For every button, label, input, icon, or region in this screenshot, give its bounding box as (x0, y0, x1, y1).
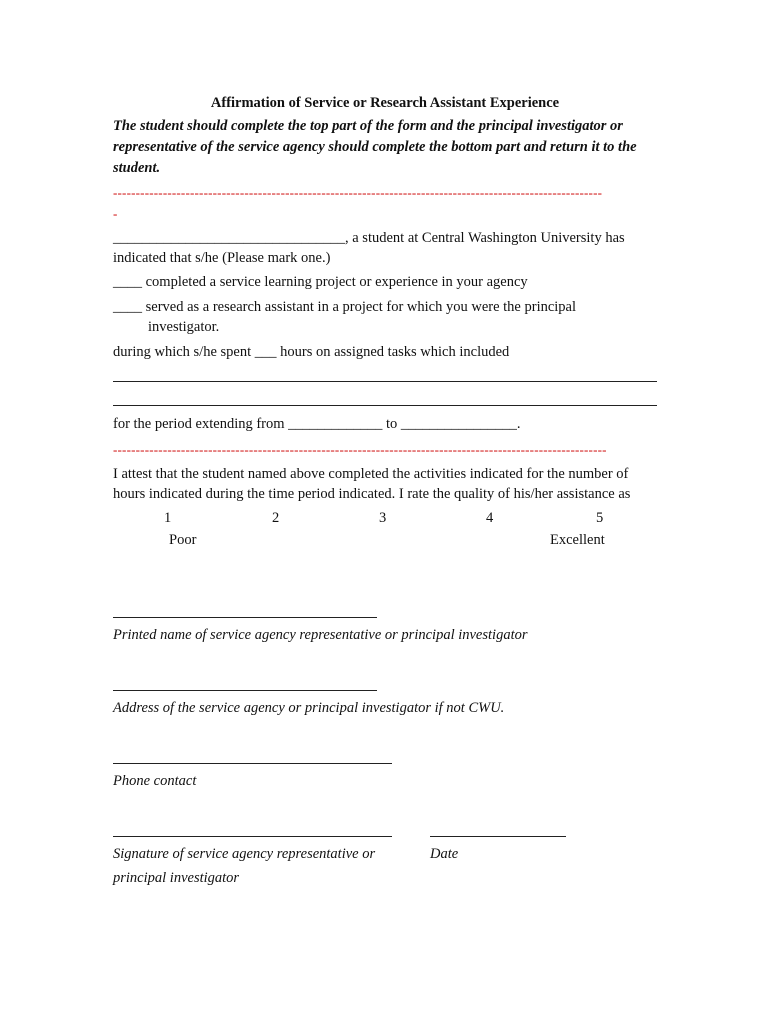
phone-label: Phone contact (113, 773, 197, 789)
date-label: Date (430, 846, 459, 862)
instructions: The student should complete the top part of the form and the principal investigator or representative of the service agency should complete the bottom part and return it to the student. (113, 118, 637, 176)
option-research: ____ served as a research assistant in a project for which you were the principal (113, 299, 577, 315)
attest-line-1: I attest that the student named above completed the activities indicated for the number of (113, 466, 629, 482)
mark-one-line: indicated that s/he (Please mark one.) (113, 250, 331, 266)
address-line[interactable] (113, 690, 377, 691)
tasks-line-1[interactable] (113, 381, 657, 382)
printed-name-line[interactable] (113, 617, 377, 618)
address-label: Address of the service agency or principal investigator if not CWU. (113, 700, 505, 716)
rating-5[interactable]: 5 (596, 510, 604, 526)
separator-top: ------------------------------------------------------------------------------------------------------------ (113, 185, 603, 200)
hours-line: during which s/he spent ___ hours on assigned tasks which included (113, 344, 510, 360)
separator-top-tail: - (113, 206, 118, 221)
period-line: for the period extending from _____________ to ________________. (113, 416, 521, 432)
form-title: Affirmation of Service or Research Assistant Experience (210, 95, 560, 111)
rating-excellent-label: Excellent (550, 532, 605, 548)
rating-4[interactable]: 4 (486, 510, 494, 526)
rating-3[interactable]: 3 (379, 510, 387, 526)
rating-1[interactable]: 1 (164, 510, 172, 526)
separator-middle: ------------------------------------------------------------------------------------------------------------- (113, 442, 607, 457)
signature-label-cont: principal investigator (113, 870, 240, 886)
date-line[interactable] (430, 836, 566, 837)
tasks-line-2[interactable] (113, 405, 657, 406)
signature-label: Signature of service agency representative or (113, 846, 376, 862)
phone-line[interactable] (113, 763, 392, 764)
rating-poor-label: Poor (169, 532, 197, 548)
student-line: ________________________________, a student at Central Washington University has (113, 230, 625, 246)
attest-line-2: hours indicated during the time period indicated. I rate the quality of his/her assistance as (113, 486, 631, 502)
rating-2[interactable]: 2 (272, 510, 280, 526)
signature-line[interactable] (113, 836, 392, 837)
option-service: ____ completed a service learning project or experience in your agency (113, 274, 528, 290)
option-research-cont: investigator. (148, 319, 220, 335)
printed-name-label: Printed name of service agency representative or principal investigator (113, 627, 528, 643)
